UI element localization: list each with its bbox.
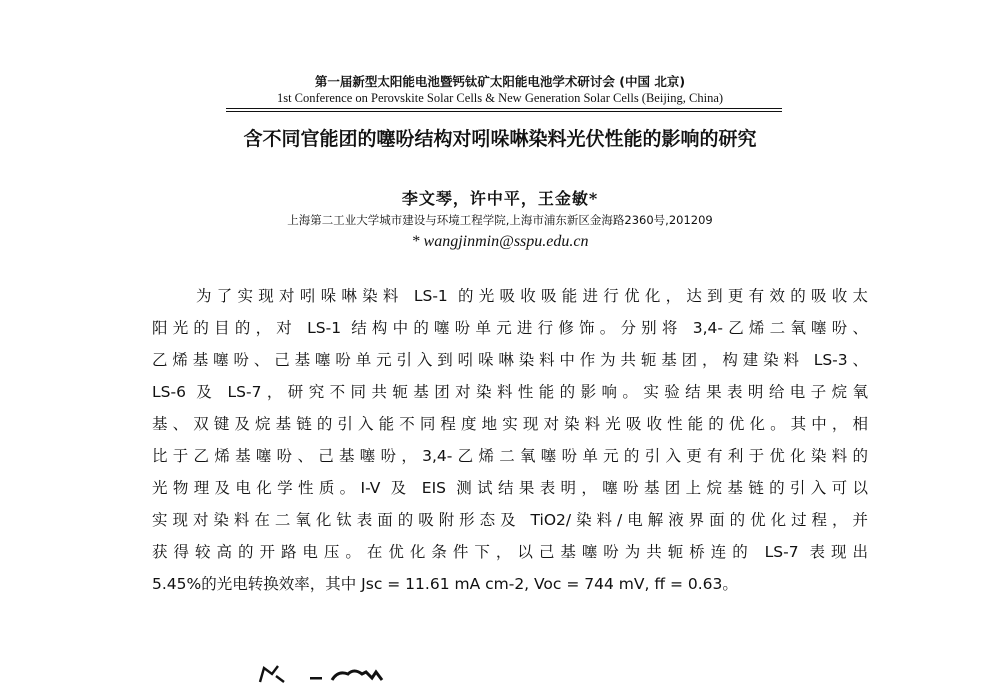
structure-label-blob xyxy=(332,671,382,680)
abstract-line: LS-6 及 LS-7，研究不同共轭基团对染料性能的影响。实验结果表明给电子烷氧 xyxy=(152,383,868,401)
author-list: 李文琴，许中平，王金敏* xyxy=(401,189,599,208)
paper-title: 含不同官能团的噻吩结构对吲哚啉染料光伏性能的影响的研究 xyxy=(243,128,757,150)
corresponding-email: * wangjinmin@sspu.edu.cn xyxy=(411,233,589,250)
abstract-line: 光物理及电化学性质。I-V 及 EIS 测试结果表明，噻吩基团上烷基链的引入可以 xyxy=(152,479,868,497)
conference-header xyxy=(0,74,1000,106)
structure-bond xyxy=(260,666,278,682)
structure-dash xyxy=(310,677,322,680)
abstract xyxy=(152,280,868,600)
chemical-structure-fragment xyxy=(254,662,434,684)
header-rule-top xyxy=(226,108,782,109)
abstract-line: 乙烯基噻吩、己基噻吩单元引入到吲哚啉染料中作为共轭基团，构建染料 LS-3、 xyxy=(152,351,868,369)
conference-title-en: 1st Conference on Perovskite Solar Cells & New Generation Solar Cells (Beijing, China) xyxy=(276,91,724,105)
abstract-line: 实现对染料在二氧化钛表面的吸附形态及 TiO2/染料/电解液界面的优化过程，并 xyxy=(152,511,868,529)
conference-title-cn: 第一届新型太阳能电池暨钙钛矿太阳能电池学术研讨会 (中国 北京) xyxy=(314,74,686,89)
abstract-line: 阳光的目的，对 LS-1 结构中的噻吩单元进行修饰。分别将 3,4-乙烯二氧噻吩、 xyxy=(152,319,868,337)
abstract-line: 比于乙烯基噻吩、己基噻吩，3,4-乙烯二氧噻吩单元的引入更有利于优化染料的 xyxy=(152,447,868,465)
affiliation: 上海第二工业大学城市建设与环境工程学院,上海市浦东新区金海路2360号,201209 xyxy=(287,213,713,227)
abstract-line: 基、双键及烷基链的引入能不同程度地实现对染料光吸收性能的优化。其中，相 xyxy=(152,415,868,433)
abstract-line: 5.45%的光电转换效率，其中 Jsc = 11.61 mA cm-2, Voc = 744 mV, ff = 0.63。 xyxy=(152,575,738,593)
header-rule-bottom xyxy=(226,111,782,112)
abstract-line: 获得较高的开路电压。在优化条件下，以己基噻吩为共轭桥连的 LS-7 表现出 xyxy=(152,543,868,561)
structure-bond xyxy=(276,676,284,682)
abstract-line: 为了实现对吲哚啉染料 LS-1 的光吸收吸能进行优化，达到更有效的吸收太 xyxy=(196,287,868,305)
